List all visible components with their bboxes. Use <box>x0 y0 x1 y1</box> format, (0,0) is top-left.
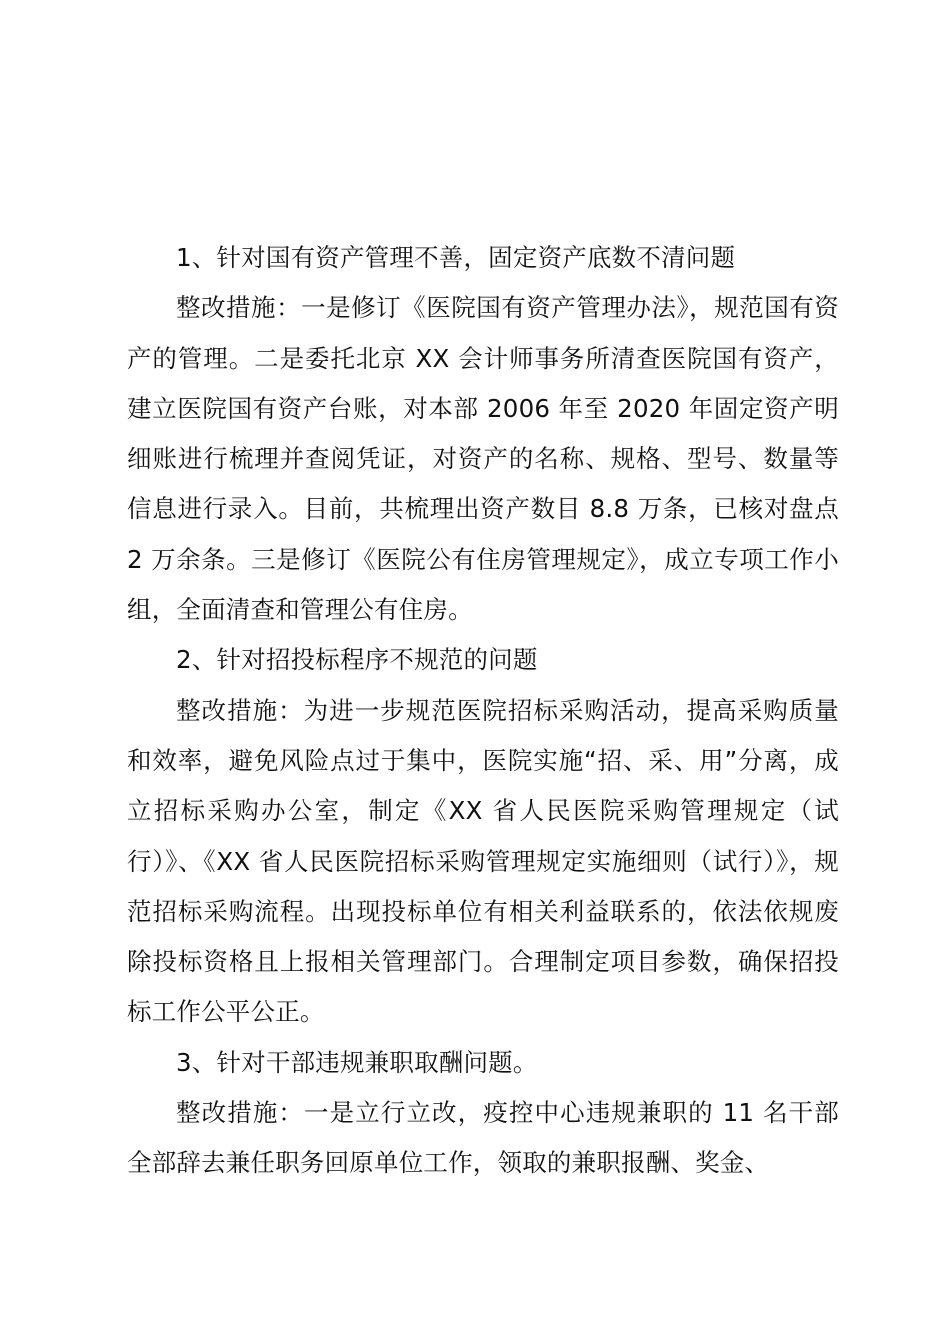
document-body <box>127 233 839 1189</box>
heading-item-1: 1、针对国有资产管理不善，固定资产底数不清问题 <box>176 243 736 272</box>
heading-item-2: 2、针对招投标程序不规范的问题 <box>176 645 538 675</box>
measures-paragraph-1: 整改措施：一是修订《医院国有资产管理办法》，规范国有资产的管理。二是委托北京 XX 会计师事务所清查医院国有资产，建立医院国有资产台账，对本部 2006 年至 2020 年固定资产明细账进行梳理并查阅凭证，对资产的名称、规格、型号、数量等信息进行录入。目前，共梳理出资产数目 8.8 万条，已核对盘点 2 万余条。三是修订《医院公有住房管理规定》，成立专项工作小组，全面清查和管理公有住房。 <box>127 293 839 625</box>
measures-paragraph-3: 整改措施：一是立行立改，疫控中心违规兼职的 11 名干部全部辞去兼任职务回原单位工作，领取的兼职报酬、奖金、 <box>127 1098 839 1178</box>
heading-item-3: 3、针对干部违规兼职取酬问题。 <box>176 1047 538 1077</box>
measures-paragraph-2: 整改措施：为进一步规范医院招标采购活动，提高采购质量和效率，避免风险点过于集中，医院实施“招、采、用”分离，成立招标采购办公室，制定《XX 省人民医院采购管理规定（试行）》、《XX 省人民医院招标采购管理规定实施细则（试行）》，规范招标采购流程。出现投标单位有相关利益联系的，依法依规废除投标资格且上报相关管理部门。合理制定项目参数，确保招投标工作公平公正。 <box>127 695 839 1027</box>
